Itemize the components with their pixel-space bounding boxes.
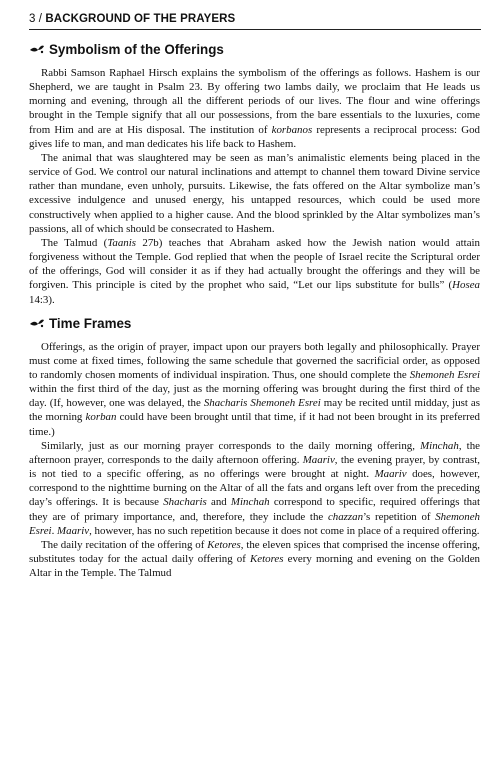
- italic-term: Maariv: [374, 468, 407, 481]
- page-number: 3: [29, 13, 36, 25]
- italic-term: Minchah: [420, 439, 459, 452]
- italic-term: Ketores: [207, 538, 241, 551]
- body-paragraph: [29, 236, 480, 307]
- text-run: The daily recitation of the offering of: [41, 538, 208, 551]
- text-run: , the afternoon prayer, corresponds to the daily afternoon offering.: [29, 439, 480, 466]
- body-paragraph: [29, 340, 480, 439]
- ornament-icon: [29, 44, 45, 55]
- text-run: and: [206, 496, 231, 509]
- text-run: correspond to specific, required offerings that they are of primary importance, and, therefore, they include the: [29, 496, 480, 523]
- italic-term: Shacharis: [163, 496, 207, 509]
- header-separator: /: [38, 13, 43, 25]
- italic-term: korbanos: [271, 123, 313, 136]
- body-paragraph: [29, 439, 480, 538]
- text-run: The animal that was slaughtered may be seen as man’s animalistic elements being placed in the service of God. We control our natural inclinations and attempt to channel them toward Divine service rather than mundane, even unholy, pursuits. Likewise, the fats offered on the Altar symbolize man’s excessive indulgence and unused energy, his untapped resources, which could be used more constructively when applied to a higher cause. And the blood sprinkled by the Altar symbolizes man’s passions, all of which should be consecrated to Hashem.: [29, 151, 480, 235]
- text-run: does, however, correspond to the nighttime burning on the Altar of all the fats and organs left over from the preceding day’s offerings. It is because: [29, 468, 480, 509]
- section-heading-text: Symbolism of the Offerings: [49, 42, 224, 57]
- text-run: could have been brought until that time, if it had not been brought in its preferred time.): [29, 411, 481, 438]
- italic-term: Ketores: [250, 553, 284, 565]
- italic-term: korban: [85, 411, 117, 424]
- italic-term: Maariv: [302, 453, 335, 466]
- italic-term: Minchah: [230, 496, 270, 509]
- text-run: may be recited until midday, just as the morning: [29, 397, 481, 424]
- text-run: ’s repetition of: [363, 510, 436, 523]
- italic-term: Shemoneh Esrei: [409, 368, 480, 381]
- italic-term: Hosea: [452, 279, 480, 292]
- text-run: .: [51, 524, 58, 537]
- text-run: , however, has no such repetition because it does not come in place of a required offering.: [89, 524, 480, 537]
- section-heading: [29, 42, 480, 57]
- text-run: within the first third of the day, just as the morning offering was brought during the first third of the day. (If, however, one was delayed, the: [29, 383, 480, 410]
- text-run: , the evening prayer, by contrast, is not tied to a specific offering, as no offerings were brought at night.: [29, 453, 480, 481]
- text-run: every morning and evening on the Golden Altar in the Temple. The Talmud: [29, 553, 480, 580]
- text-run: 14:3).: [29, 293, 55, 306]
- section-heading-text: Time Frames: [49, 315, 132, 331]
- italic-term: Shacharis Shemoneh Esrei: [203, 397, 321, 410]
- text-run: 27b) teaches that Abraham asked how the Jewish nation would attain forgiveness without the Temple. God replied that when the people of Israel recite the Scriptural order of the offerings, God will consider it as if they had actually brought the offerings and they will be forgiven. This principle is cited by the prophet who said, “Let our lips substitute for bulls” (: [29, 236, 480, 292]
- text-run: The Talmud (: [41, 236, 108, 249]
- body-paragraph: [29, 151, 480, 236]
- body-paragraph: [29, 66, 480, 151]
- italic-term: chazzan: [327, 510, 364, 523]
- italic-term: Shemoneh Esrei: [29, 510, 480, 537]
- page-content: [29, 42, 480, 580]
- text-run: Rabbi Samson Raphael Hirsch explains the symbolism of the offerings as follows. Hashem is our Shepherd, we are taught in Psalm 23. By offering two lambs daily, we proclaim that He leads us morning and evening, through all the different periods of our lives. The flour and wine offerings brought in the Temple signify that all our possessions, from the bare essentials to the luxuries, come from Him and are at His disposal. The institution of: [29, 67, 480, 136]
- text-run: , the eleven spices that comprised the incense offering, substitutes today for the actual daily offering of: [29, 538, 481, 565]
- text-run: Similarly, just as our morning prayer corresponds to the daily morning offering,: [41, 439, 421, 452]
- italic-term: Taanis: [107, 236, 136, 249]
- italic-term: Maariv: [57, 524, 90, 537]
- text-run: Offerings, as the origin of prayer, impact upon our prayers both legally and philosophically. Prayer must come at fixed times, following the same schedule that governed the sacrificial order, as opposed to randomly chosen moments of individual inspiration. Thus, one should complete the: [29, 340, 480, 381]
- section-heading: [29, 316, 480, 331]
- ornament-icon: [29, 318, 45, 329]
- running-head: [29, 13, 481, 30]
- text-run: represents a reciprocal process: God gives life to man, and man dedicates his life back to Hashem.: [29, 123, 480, 150]
- body-paragraph: [29, 538, 480, 580]
- running-title: BACKGROUND OF THE PRAYERS: [45, 13, 236, 25]
